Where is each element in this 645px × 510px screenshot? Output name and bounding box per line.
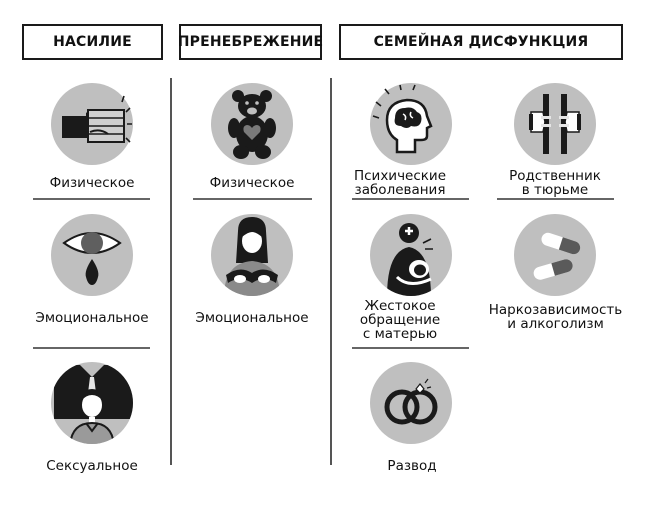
prison-bars-icon: [513, 82, 597, 166]
divider: [33, 198, 150, 200]
label-mental-illness: Психические заболевания: [353, 168, 447, 198]
hugging-self-icon: [210, 213, 294, 297]
fist-icon: [50, 82, 134, 166]
header-neglect: ПРЕНЕБРЕЖЕНИЕ: [179, 24, 322, 60]
head-brain-icon: [369, 82, 453, 166]
column-divider-1: [170, 78, 172, 465]
divider: [352, 347, 469, 349]
label-violence-sexual: Сексуальное: [46, 458, 138, 474]
label-neglect-emotional: Эмоциональное: [195, 310, 309, 326]
header-violence: НАСИЛИЕ: [22, 24, 163, 60]
divider: [193, 198, 312, 200]
divider: [497, 198, 614, 200]
divider: [33, 347, 150, 349]
pills-icon: [513, 213, 597, 297]
eye-tear-icon: [50, 213, 134, 297]
header-family-dysfunction: СЕМЕЙНАЯ ДИСФУНКЦИЯ: [339, 24, 623, 60]
girl-silhouette-icon: [50, 361, 134, 445]
teddy-bear-icon: [210, 82, 294, 166]
label-violence-emotional: Эмоциональное: [35, 310, 149, 326]
label-violence-physical: Физическое: [49, 175, 135, 191]
label-mother-abuse: Жестокое обращение с матерью: [359, 298, 441, 342]
column-divider-2: [330, 78, 332, 465]
label-divorce: Развод: [387, 458, 437, 474]
label-addiction: Наркозависимость и алкоголизм: [488, 302, 623, 332]
label-neglect-physical: Физическое: [209, 175, 295, 191]
mother-child-icon: [369, 213, 453, 297]
divider: [352, 198, 469, 200]
rings-icon: [369, 361, 453, 445]
label-relative-in-prison: Родственник в тюрьме: [509, 168, 601, 198]
